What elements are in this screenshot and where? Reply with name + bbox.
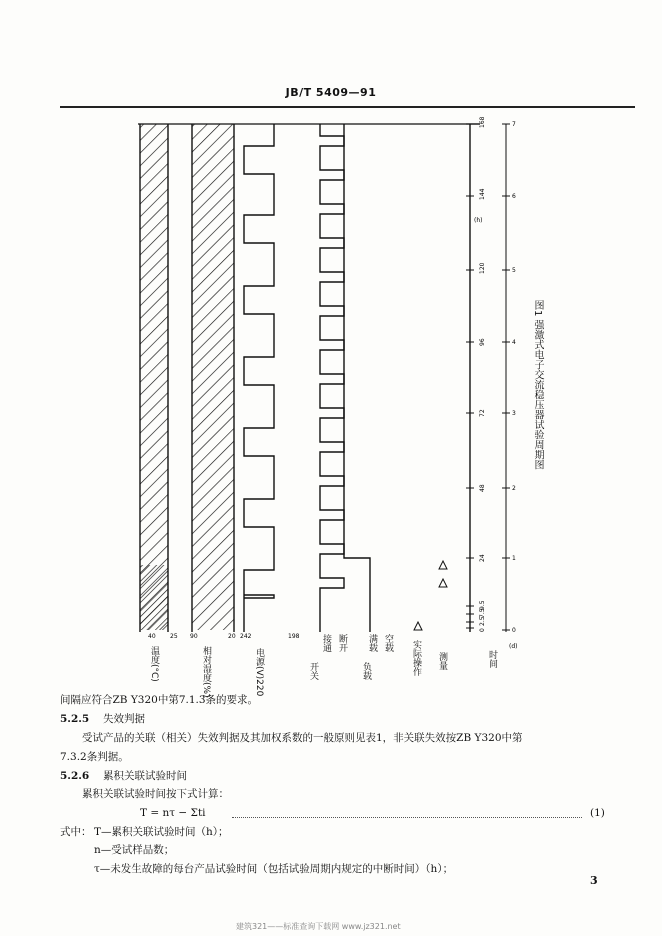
text-line-4: 累积关联试验时间按下式计算： <box>82 788 229 800</box>
measure-markers <box>439 561 447 587</box>
hour-tick-label: 0 <box>479 628 486 632</box>
hour-tick-label: 7.5 <box>479 608 486 618</box>
definition-T: T—累积关联试验时间（h）； <box>94 826 229 838</box>
load-line <box>344 124 370 632</box>
humidity-hatch <box>192 124 234 630</box>
formula: T = nτ − Σti <box>140 807 206 819</box>
operation-markers <box>414 622 422 630</box>
humidity-track <box>192 124 234 632</box>
temperature-hatch-dense <box>140 565 168 630</box>
hour-tick-label: 168 <box>479 116 486 128</box>
voltage-wave <box>244 124 274 632</box>
operation-triangle <box>414 622 422 630</box>
hour-tick-label: 72 <box>479 409 486 417</box>
day-tick-label: 7 <box>512 121 516 128</box>
voltage-label: 电源(V)220 <box>254 648 264 697</box>
formula-number: (1) <box>590 807 605 819</box>
day-tick-label: 4 <box>512 339 516 346</box>
section-5-2-5-number: 5.2.5 <box>60 713 90 725</box>
hour-tick-label: 144 <box>479 188 486 200</box>
hour-tick-label: 120 <box>479 262 486 274</box>
text-line-3: 7.3.2条判据。 <box>60 751 129 763</box>
humidity-level-low: 20 <box>228 633 236 640</box>
day-tick-label: 5 <box>512 267 516 274</box>
day-tick-label: 2 <box>512 485 516 492</box>
operation-label: 实际操作 <box>411 640 421 676</box>
load-track <box>344 124 370 632</box>
voltage-level-high: 242 <box>240 633 252 640</box>
definition-tau: τ—未发生故障的每台产品试验时间（包括试验周期内规定的中断时间）（h）； <box>94 863 454 875</box>
day-tick-label: 3 <box>512 410 516 417</box>
switch-state-on: 接通 <box>321 634 331 652</box>
measure-triangle-1 <box>439 561 447 569</box>
humidity-level-high: 90 <box>190 633 198 640</box>
formula-leader-dots <box>232 817 582 818</box>
load-state-full: 满载 <box>367 634 377 652</box>
section-5-2-5-title: 失效判据 <box>103 713 145 725</box>
switch-wave <box>320 124 344 632</box>
section-5-2-6-title: 累积关联试验时间 <box>103 770 187 782</box>
time-axis <box>466 116 516 634</box>
temperature-hatch <box>140 124 168 630</box>
load-state-empty: 空载 <box>383 634 393 652</box>
day-tick-label: 0 <box>512 627 516 634</box>
measure-triangle-2 <box>439 579 447 587</box>
temperature-level-low: 25 <box>170 633 178 640</box>
time-unit-d: (d) <box>509 643 518 650</box>
hour-tick-label: 24 <box>479 554 486 562</box>
where-label: 式中： <box>60 826 92 838</box>
page-number: 3 <box>590 874 598 887</box>
time-label: 时间 <box>487 650 497 668</box>
figure-caption: 图1 强激式电子交流稳压器试验周期图 <box>532 300 543 470</box>
day-tick-label: 6 <box>512 193 516 200</box>
switch-label: 开关 <box>308 662 318 680</box>
time-unit-h: (h) <box>474 217 483 224</box>
footer-watermark: 建筑321——标准查询下载网 www.jz321.net <box>236 922 401 931</box>
temperature-level-high: 40 <box>148 633 156 640</box>
humidity-label: 相对湿度(%) <box>201 646 211 698</box>
hour-tick-label: 9.5 <box>479 600 486 610</box>
text-line-1: 间隔应符合ZB Y320中第7.1.3条的要求。 <box>60 694 259 706</box>
text-line-2: 受试产品的关联（相关）失效判据及其加权系数的一般原则见表1，非关联失效按ZB Y320中第 <box>82 732 523 744</box>
hour-tick-label: 48 <box>479 484 486 492</box>
switch-state-off: 断开 <box>337 634 347 652</box>
load-label: 负载 <box>361 662 371 680</box>
standard-number-header: JB/T 5409—91 <box>285 86 377 99</box>
hour-tick-label: 96 <box>479 338 486 346</box>
day-tick-label: 1 <box>512 555 516 562</box>
temperature-label: 温度(°C) <box>149 646 159 682</box>
hour-tick-label: 2.5 <box>479 616 486 626</box>
section-5-2-6-number: 5.2.6 <box>60 770 90 782</box>
voltage-level-low: 198 <box>288 633 300 640</box>
temperature-track <box>140 124 168 632</box>
measure-label: 测量 <box>437 652 447 670</box>
definition-n: n—受试样品数； <box>94 844 175 856</box>
